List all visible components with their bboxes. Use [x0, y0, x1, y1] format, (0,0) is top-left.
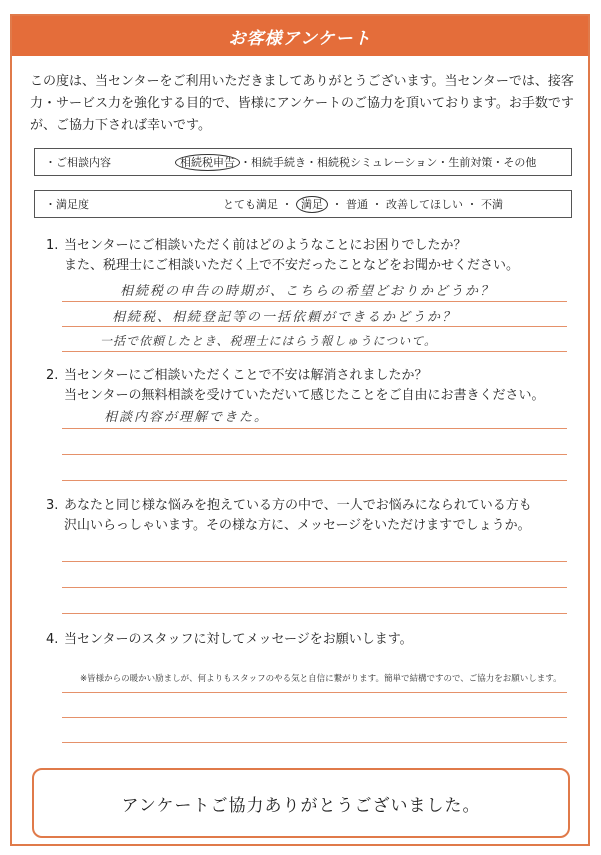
- answer-line: [62, 561, 567, 562]
- question-1: [46, 236, 576, 276]
- question-number: 3.: [46, 498, 59, 513]
- satisfaction-label: ・満足度: [45, 198, 89, 211]
- question-number: 4.: [46, 632, 59, 647]
- question-text: 当センターのスタッフに対してメッセージをお願いします。: [64, 632, 413, 647]
- question-number: 1.: [46, 238, 59, 253]
- option-dissatisfied[interactable]: 不満: [481, 198, 503, 211]
- answer-q2-line1: 相談内容が理解できた。: [104, 410, 270, 425]
- survey-sheet: [10, 14, 590, 846]
- answer-q1-line2: 相続税、相続登記等の一括依頼ができるかどうか？: [112, 310, 458, 325]
- satisfaction-options: [223, 196, 503, 212]
- question-3: [46, 496, 576, 536]
- answer-q1-line1: 相続税の申告の時期が、こちらの希望どおりかどうか？: [120, 284, 496, 299]
- question-text-2: また、税理士にご相談いただく上で不安だったことなどをお聞かせください。: [64, 258, 520, 273]
- question-text: 当センターにご相談いただく前はどのようなことにお困りでしたか？: [64, 238, 467, 253]
- question-2: [46, 366, 576, 406]
- question-text-2: 当センターの無料相談を受けていただいて感じたことをご自由にお書きください。: [64, 388, 545, 403]
- consult-label: ・ご相談内容: [45, 156, 111, 169]
- question-number: 2.: [46, 368, 59, 383]
- satisfaction-row: [34, 190, 572, 218]
- answer-line: [62, 301, 567, 302]
- answer-line: [62, 587, 567, 588]
- footer-thanks: アンケートご協力ありがとうございました。: [32, 768, 570, 838]
- option-very-satisfied[interactable]: とても満足: [223, 198, 278, 211]
- answer-line: [62, 717, 567, 718]
- answer-line: [62, 742, 567, 743]
- answer-line: [62, 480, 567, 481]
- consult-row: [34, 148, 572, 176]
- question-4: [46, 630, 576, 650]
- answer-line: [62, 454, 567, 455]
- answer-line: [62, 326, 567, 327]
- option-improve[interactable]: 改善してほしい: [386, 198, 463, 211]
- answer-line: [62, 351, 567, 352]
- answer-q1-line3: 一括で依頼したとき、税理士にはらう報しゅうについて。: [100, 334, 438, 348]
- answer-line: [62, 428, 567, 429]
- separator: ・: [371, 198, 383, 211]
- consult-rest: ・相続手続き・相続税シミュレーション・生前対策・その他: [240, 156, 537, 169]
- separator: ・: [281, 198, 293, 211]
- answer-line: [62, 613, 567, 614]
- option-satisfied[interactable]: 満足: [296, 196, 328, 213]
- intro-text: この度は、当センターをご利用いただきましてありがとうございます。当センターでは、接客力・サービス力を強化する目的で、皆様にアンケートのご協力を頂いております。お手数ですが、ご協力下されば幸いです。: [30, 74, 574, 133]
- question-text: あなたと同じ様な悩みを抱えている方の中で、一人でお悩みになられている方も: [64, 498, 532, 513]
- note-text: ※皆様からの暖かい励ましが、何よりもスタッフのやる気と自信に繋がります。簡単で結構ですので、ご協力をお願いします。: [80, 674, 562, 684]
- separator: ・: [331, 198, 343, 211]
- question-text-2: 沢山いらっしゃいます。その様な方に、メッセージをいただけますでしょうか。: [64, 518, 531, 533]
- consult-selected[interactable]: 相続税申告: [175, 154, 240, 171]
- separator: ・: [466, 198, 478, 211]
- header-title: お客様アンケート: [12, 16, 588, 56]
- question-text: 当センターにご相談いただくことで不安は解消されましたか？: [64, 368, 428, 383]
- consult-options: [175, 154, 536, 170]
- answer-line: [62, 692, 567, 693]
- option-normal[interactable]: 普通: [346, 198, 368, 211]
